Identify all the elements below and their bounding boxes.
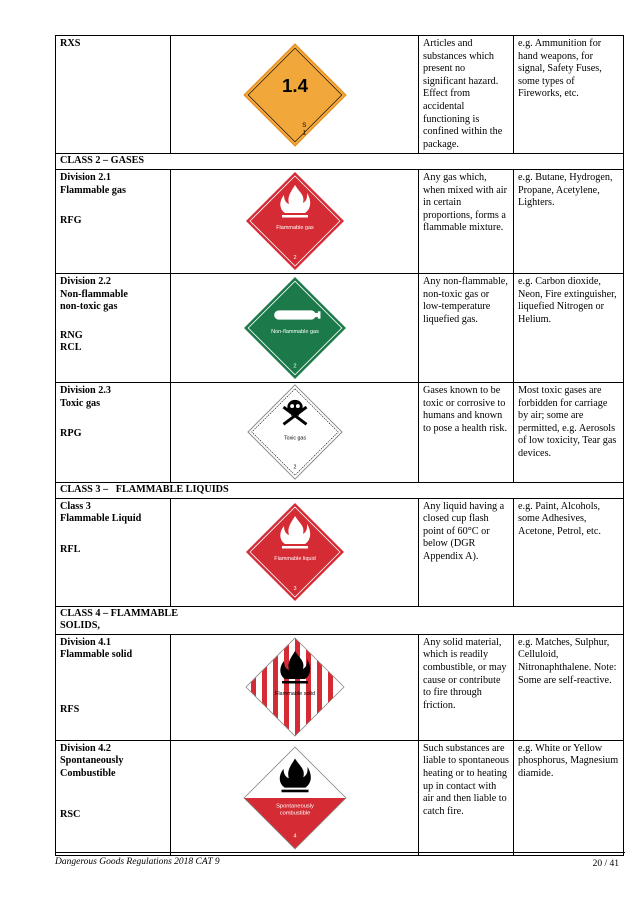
label-division-text: 1.4 [281,74,308,96]
examples-cell: e.g. Butane, Hydrogen, Propane, Acetylene, Lighters. [514,169,624,273]
label-text-line1: Spontaneously [275,803,314,810]
name-line: Spontaneously [60,755,124,767]
name-line: Division 2.3 [60,384,111,396]
description-cell: Any solid material, which is readily combustible, or may cause or contribute to fire through friction. [419,634,514,740]
section-title: CLASS 4 – FLAMMABLE SOLIDS, [56,606,624,634]
shipping-code: RFL [60,543,81,555]
table-row [56,273,624,382]
section-title: CLASS 3 – FLAMMABLE LIQUIDS [56,482,624,498]
label-cell [171,169,419,273]
name-line: Non-flammable [60,288,128,300]
spontaneously-combustible-label [243,746,347,850]
label-class-number: 2 [292,363,297,370]
name-line: Flammable gas [60,184,126,196]
examples-cell: e.g. Ammunition for hand weapons, for signal, Safety Fuses, some types of Fireworks, etc. [514,36,624,154]
name-line: Division 4.1 [60,636,111,648]
label-class-number: 1 [302,129,306,137]
name-cell [56,382,171,482]
section-row [56,154,624,170]
name-line: Division 2.2 [60,275,111,287]
table-row [56,498,624,606]
label-class-number: 3 [292,586,297,593]
name-line: Toxic gas [60,397,101,409]
description-cell: Gases known to be toxic or corrosive to humans and known to pose a health risk. [419,382,514,482]
description-cell: Articles and substances which present no significant hazard. Effect from accidental functioning is confined within the package. [419,36,514,154]
name-line: Division 2.1 [60,171,111,183]
name-cell [56,498,171,606]
table-row [56,382,624,482]
shipping-code: RNG [60,329,83,341]
examples-cell: e.g. White or Yellow phosphorus, Magnesium diamide. [514,740,624,855]
label-text: Toxic gas [283,436,306,443]
flammable-liquid-label [245,502,345,602]
description-cell: Any non-flammable, non-toxic gas or low-temperature liquefied gas. [419,273,514,382]
toxic-gas-label [247,384,343,480]
description-cell: Any gas which, when mixed with air in certain proportions, forms a flammable mixture. [419,169,514,273]
non-flammable-gas-label [243,276,347,380]
name-line: Flammable solid [60,649,133,661]
page-footer [55,852,625,869]
table-row [56,740,624,855]
label-text: Flammable solid [274,691,315,698]
table-row [56,36,624,154]
name-cell [56,634,171,740]
examples-cell: e.g. Paint, Alcohols, some Adhesives, Acetone, Petrol, etc. [514,498,624,606]
name-cell [56,36,171,154]
flammable-gas-label [245,171,345,271]
section-title: CLASS 2 – GASES [56,154,624,170]
label-class-number: 2 [293,464,296,471]
name-cell [56,740,171,855]
explosive-1-4-label [243,43,347,147]
shipping-code: RPG [60,428,82,440]
label-compatibility-text: S [301,121,306,129]
label-text: Flammable liquid [273,556,316,563]
label-cell [171,273,419,382]
description-cell: Any liquid having a closed cup flash point of 60°C or below (DGR Appendix A). [419,498,514,606]
section-row [56,482,624,498]
label-text-line2: combustible [279,810,310,817]
table-row [56,634,624,740]
label-cell [171,740,419,855]
label-text: Flammable gas [275,225,314,232]
name-cell [56,169,171,273]
name-line: Combustible [60,767,116,779]
label-cell [171,36,419,154]
label-class-number: 4 [292,833,297,840]
name-line: non-toxic gas [60,301,118,313]
shipping-code: RFG [60,215,82,227]
gas-cylinder-icon [274,310,320,319]
table-row [56,169,624,273]
examples-cell: e.g. Carbon dioxide, Neon, Fire extinguisher, liquefied Nitrogen or Helium. [514,273,624,382]
examples-cell: e.g. Matches, Sulphur, Celluloid, Nitronaphthalene. Note: Some are self-reactive. [514,634,624,740]
shipping-code: RSC [60,808,81,820]
label-class-number: 2 [292,255,297,262]
name-cell [56,273,171,382]
name-line: RXS [60,38,81,49]
page-number: 20 / 41 [592,859,619,869]
label-cell [171,634,419,740]
label-cell [171,382,419,482]
name-line: Flammable Liquid [60,513,142,525]
examples-cell: Most toxic gases are forbidden for carriage by air; some are permitted, e.g. Aerosols of low toxicity, Tear gas devices. [514,382,624,482]
section-row [56,606,624,634]
label-cell [171,498,419,606]
name-line: Division 4.2 [60,742,111,754]
dangerous-goods-table [55,35,624,856]
flammable-solid-label [245,637,345,737]
shipping-code: RCL [60,342,82,354]
description-cell: Such substances are liable to spontaneous heating or to heating up in contact with air and then liable to catch fire. [419,740,514,855]
name-line: Class 3 [60,500,91,512]
label-text: Non-flammable gas [270,329,319,336]
footer-document-title: Dangerous Goods Regulations 2018 CAT 9 [55,857,220,867]
shipping-code: RFS [60,703,80,715]
